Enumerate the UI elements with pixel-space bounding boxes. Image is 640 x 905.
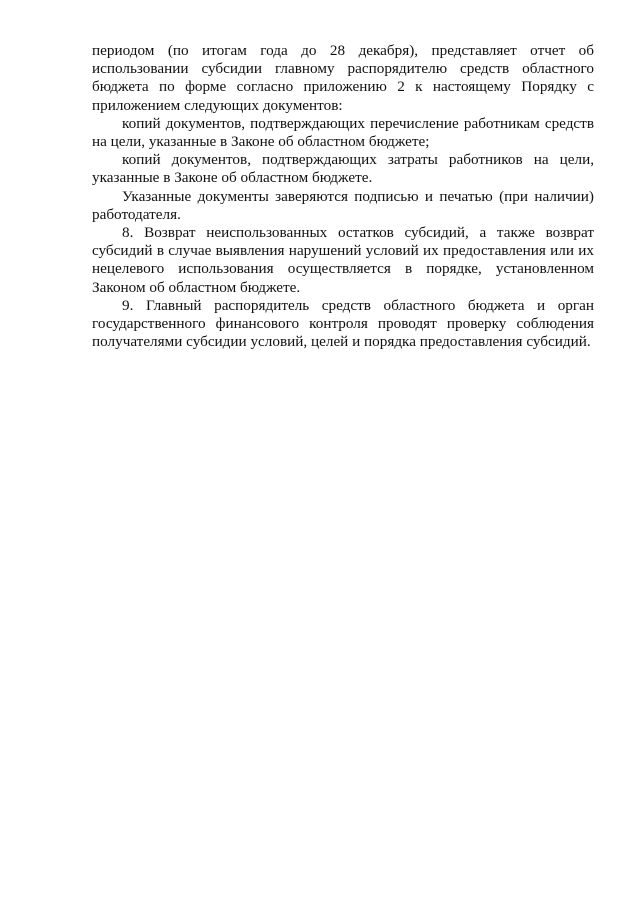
paragraph-payment-documents: копий документов, подтверждающих перечисление работникам средств на цели, указанные в Законе об областном бюджете; [92,114,594,151]
paragraph-certification: Указанные документы заверяются подписью и печатью (при наличии) работодателя. [92,187,594,223]
paragraph-report-continuation: периодом (по итогам года до 28 декабря), представляет отчет об использовании субсидии главному распорядителю средств областного бюджета по форме согласно приложению 2 к настоящему Порядку с приложением следующих документов: [92,42,594,114]
paragraph-expense-documents: копий документов, подтверждающих затраты работников на цели, указанные в Законе об областном бюджете. [92,151,594,187]
document-body [92,42,594,351]
paragraph-item-8: 8. Возврат неиспользованных остатков субсидий, а также возврат субсидий в случае выявления нарушений условий их предоставления или их нецелевого использования осуществляется в порядке, установленном Законом об областном бюджете. [92,224,594,296]
paragraph-item-9: 9. Главный распорядитель средств областного бюджета и орган государственного финансового контроля проводят проверку соблюдения получателями субсидии условий, целей и порядка предоставления субсидий. [92,296,594,351]
